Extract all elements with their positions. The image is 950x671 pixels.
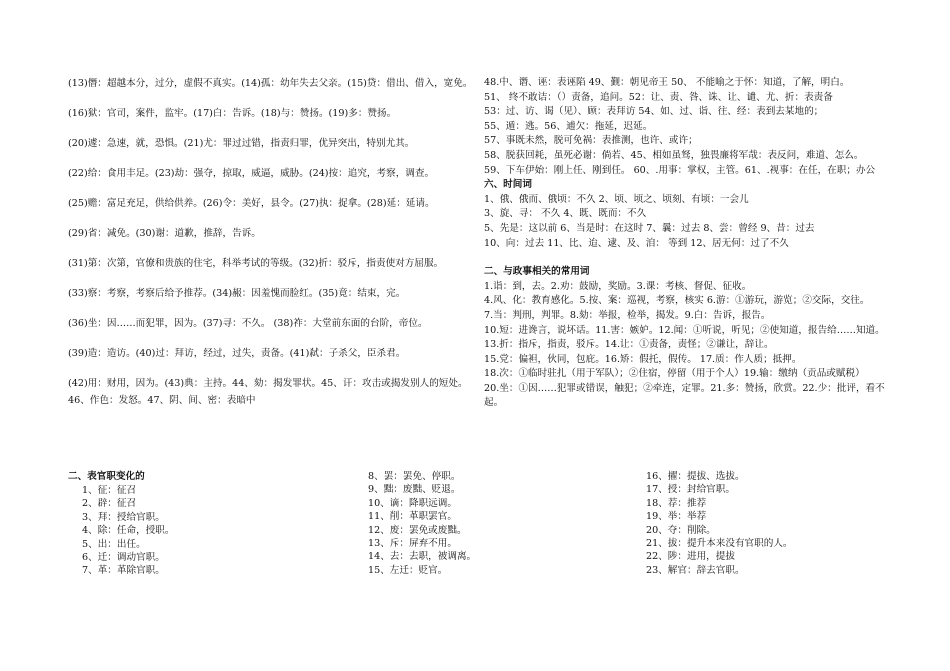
official-changes-section: [68, 470, 908, 634]
government-word-line: 15.党：偏袒，伙同，包庇。16.矫：假托，假传。 17.质：作人质；抵押。: [484, 353, 802, 365]
definition-line: 48.中、谮、诬：表诬陷 49、觐：朝见帝王 50、 不能喻之于怀：知道，了解，明白。: [484, 77, 850, 88]
list-item: 6、迁：调动官职。: [82, 552, 165, 564]
government-word-line: 7.当：判刑，判罪。8.劾：举报，检举，揭发。9.白：告诉，报告。: [484, 309, 771, 321]
government-word-line: 1.诣：到，去。2.劝：鼓励，奖励。3.课：考核、督促、征收。: [484, 280, 752, 292]
definition-paragraph: (42)用：财用，因为。(43)典：主持。44、劾：揭发罪状。45、讦：攻击或揭发别人的短处。: [68, 378, 468, 389]
section-heading-time-words: 六、时间词: [484, 179, 532, 191]
definition-paragraph: (20)遽：急速，就，恐惧。(21)尤：罪过过错，指责归罪，优异突出，特别尤其。: [68, 138, 415, 149]
definition-paragraph: 46、作色：发怒。47、阴、间、密：表暗中: [68, 395, 256, 406]
government-word-line: 13.折：指斥，指责，驳斥。14.让：①责备，责怪；②谦让，辞让。: [484, 339, 774, 351]
definition-line: 59、下车伊始：刚上任、刚到任。 60、.用事：掌权，主管。61、.视事：在任，在职；办公: [484, 164, 876, 176]
list-item: 2、辟：征召: [82, 498, 137, 510]
definition-paragraph: (33)察：考察，考察后给予推荐。(34)赧：因羞愧而脸红。(35)竟：结束，完。: [68, 288, 406, 299]
list-item: 3、拜：授给官职。: [82, 511, 165, 523]
list-item: 9、黜：废黜、贬退。: [368, 484, 461, 496]
section-gap: [484, 251, 894, 265]
official-changes-column-1: [82, 484, 174, 578]
definition-line: 55、遁：逃。56、逋欠：拖延，迟延。: [484, 120, 653, 132]
definition-paragraph: (16)狱：官司，案件，监牢。(17)白：告诉。(18)与：赞扬。(19)多：赞扬。: [68, 108, 397, 119]
government-word-line: 20.坐：①因……犯罪或错误，触犯；②牵连，定罪。21.多：赞扬，欣赏。22.少：批评，看不起。: [484, 382, 885, 409]
time-word-line: 5、先是：这以前 6、当是时：在这时 7、曩：过去 8、尝：曾经 9、昔：过去: [484, 222, 815, 234]
right-column: [484, 76, 894, 411]
list-item: 22、陟：进用，提拔: [646, 551, 735, 563]
list-item: 4、除：任命，授职。: [82, 525, 175, 537]
list-item: 23、解官：辞去官职。: [646, 564, 745, 576]
official-changes-column-2: [368, 470, 476, 577]
definition-paragraph: (36)坐：因……而犯罪，因为。(37)寻：不久。 (38)祚：大堂前东面的台阶，帝位。: [68, 318, 428, 329]
section-heading-government-words: 二、与政事相关的常用词: [484, 266, 590, 278]
time-word-line: 10、向：过去 11、比、迨、逮、及、洎： 等到 12、居无何：过了不久: [484, 237, 789, 249]
definition-line: 53：过、访、谒（见）、顾：表拜访 54、如、过、诣、往、经：表到去某地的；: [484, 106, 824, 118]
list-item: 20、夺：削除。: [646, 524, 716, 536]
list-item: 18、荐：推荐: [646, 497, 707, 509]
government-word-line: 18.次：①临时驻扎（用于军队）；②住宿，停留（用于个人）19.输：缴纳（贡品或赋税）: [484, 368, 865, 380]
definition-paragraph: (22)给：食用丰足。(23)劫：强夺，掠取，威逼，威胁。(24)按：追究，考察，调查。: [68, 168, 435, 179]
list-item: 16、擢：提拔、选拔。: [646, 471, 745, 482]
list-item: 11、削：革职罢官。: [368, 511, 457, 523]
time-word-line: 3、旋、寻： 不久 4、既、既而：不久: [484, 208, 647, 220]
left-column: [68, 76, 480, 410]
list-item: 10、谪：降职远调。: [368, 497, 457, 509]
list-item: 14、去：去职，被调离。: [368, 551, 477, 563]
list-item: 12、废：罢免或废黜。: [368, 524, 467, 536]
definition-paragraph: (31)第：次第，官僚和贵族的住宅，科举考试的等级。(32)折：驳斥，指责使对方屈服。: [68, 258, 444, 269]
official-changes-column-3: [646, 470, 793, 577]
definition-paragraph: (25)赡：富足充足，供给供养。(26)令：美好，县令。(27)执：捉拿。(28)延：延请。: [68, 198, 435, 209]
definition-paragraph: (29)省：减免。(30)谢：道歉，推辞，告诉。: [68, 228, 261, 239]
time-word-line: 1、俄、俄而、俄顷：不久 2、顷、顷之、顷刻、有顷：一会儿: [484, 193, 749, 205]
government-word-line: 4.风、化：教育感化。5.按、案：巡视，考察，核实 6.游：①游玩，游览；②交际，交往。: [484, 295, 870, 307]
section-heading-official-changes: 二、表官职变化的: [68, 471, 145, 482]
list-item: 19、举：举荐: [646, 511, 707, 523]
list-item: 7、革：革除官职。: [82, 565, 165, 577]
list-item: 5、出：出任。: [82, 538, 146, 550]
definition-line: 57、事既未然，脱可免祸：表推测，也许、或许；: [484, 135, 698, 147]
definition-line: 51、 终不敢诘：（）责备，追问。52：让、责、咎、诛、让、谴、尤、折：表责备: [484, 91, 833, 103]
list-item: 13、斥：屏弃不用。: [368, 538, 457, 550]
definition-paragraph: (39)造：造访。(40)过：拜访，经过，过失，责备。(41)弑：子杀父，臣杀君。: [68, 348, 406, 359]
list-item: 21、拔：提升本来没有官职的人。: [646, 538, 793, 550]
government-word-line: 10.短：进谗言，说坏话。11.害：嫉妒。12.闻：①听说，听见；②使知道，报告给……知道。: [484, 324, 885, 336]
list-item: 1、征：征召: [82, 485, 137, 496]
list-item: 8、罢：罢免、停职。: [368, 471, 461, 482]
definition-line: 58、脱获回耗，虽死必谢：倘若、45、相如虽驽，独畏廉将军哉：表反问，难道、怎么。: [484, 149, 864, 161]
list-item: 15、左迁：贬官。: [368, 564, 448, 576]
list-item: 17、授：封给官职。: [646, 484, 735, 496]
definition-paragraph: (13)僭：超越本分，过分，虚假不真实。(14)孤：幼年失去父亲。(15)贷：借出、借入，宽免。: [68, 78, 473, 89]
